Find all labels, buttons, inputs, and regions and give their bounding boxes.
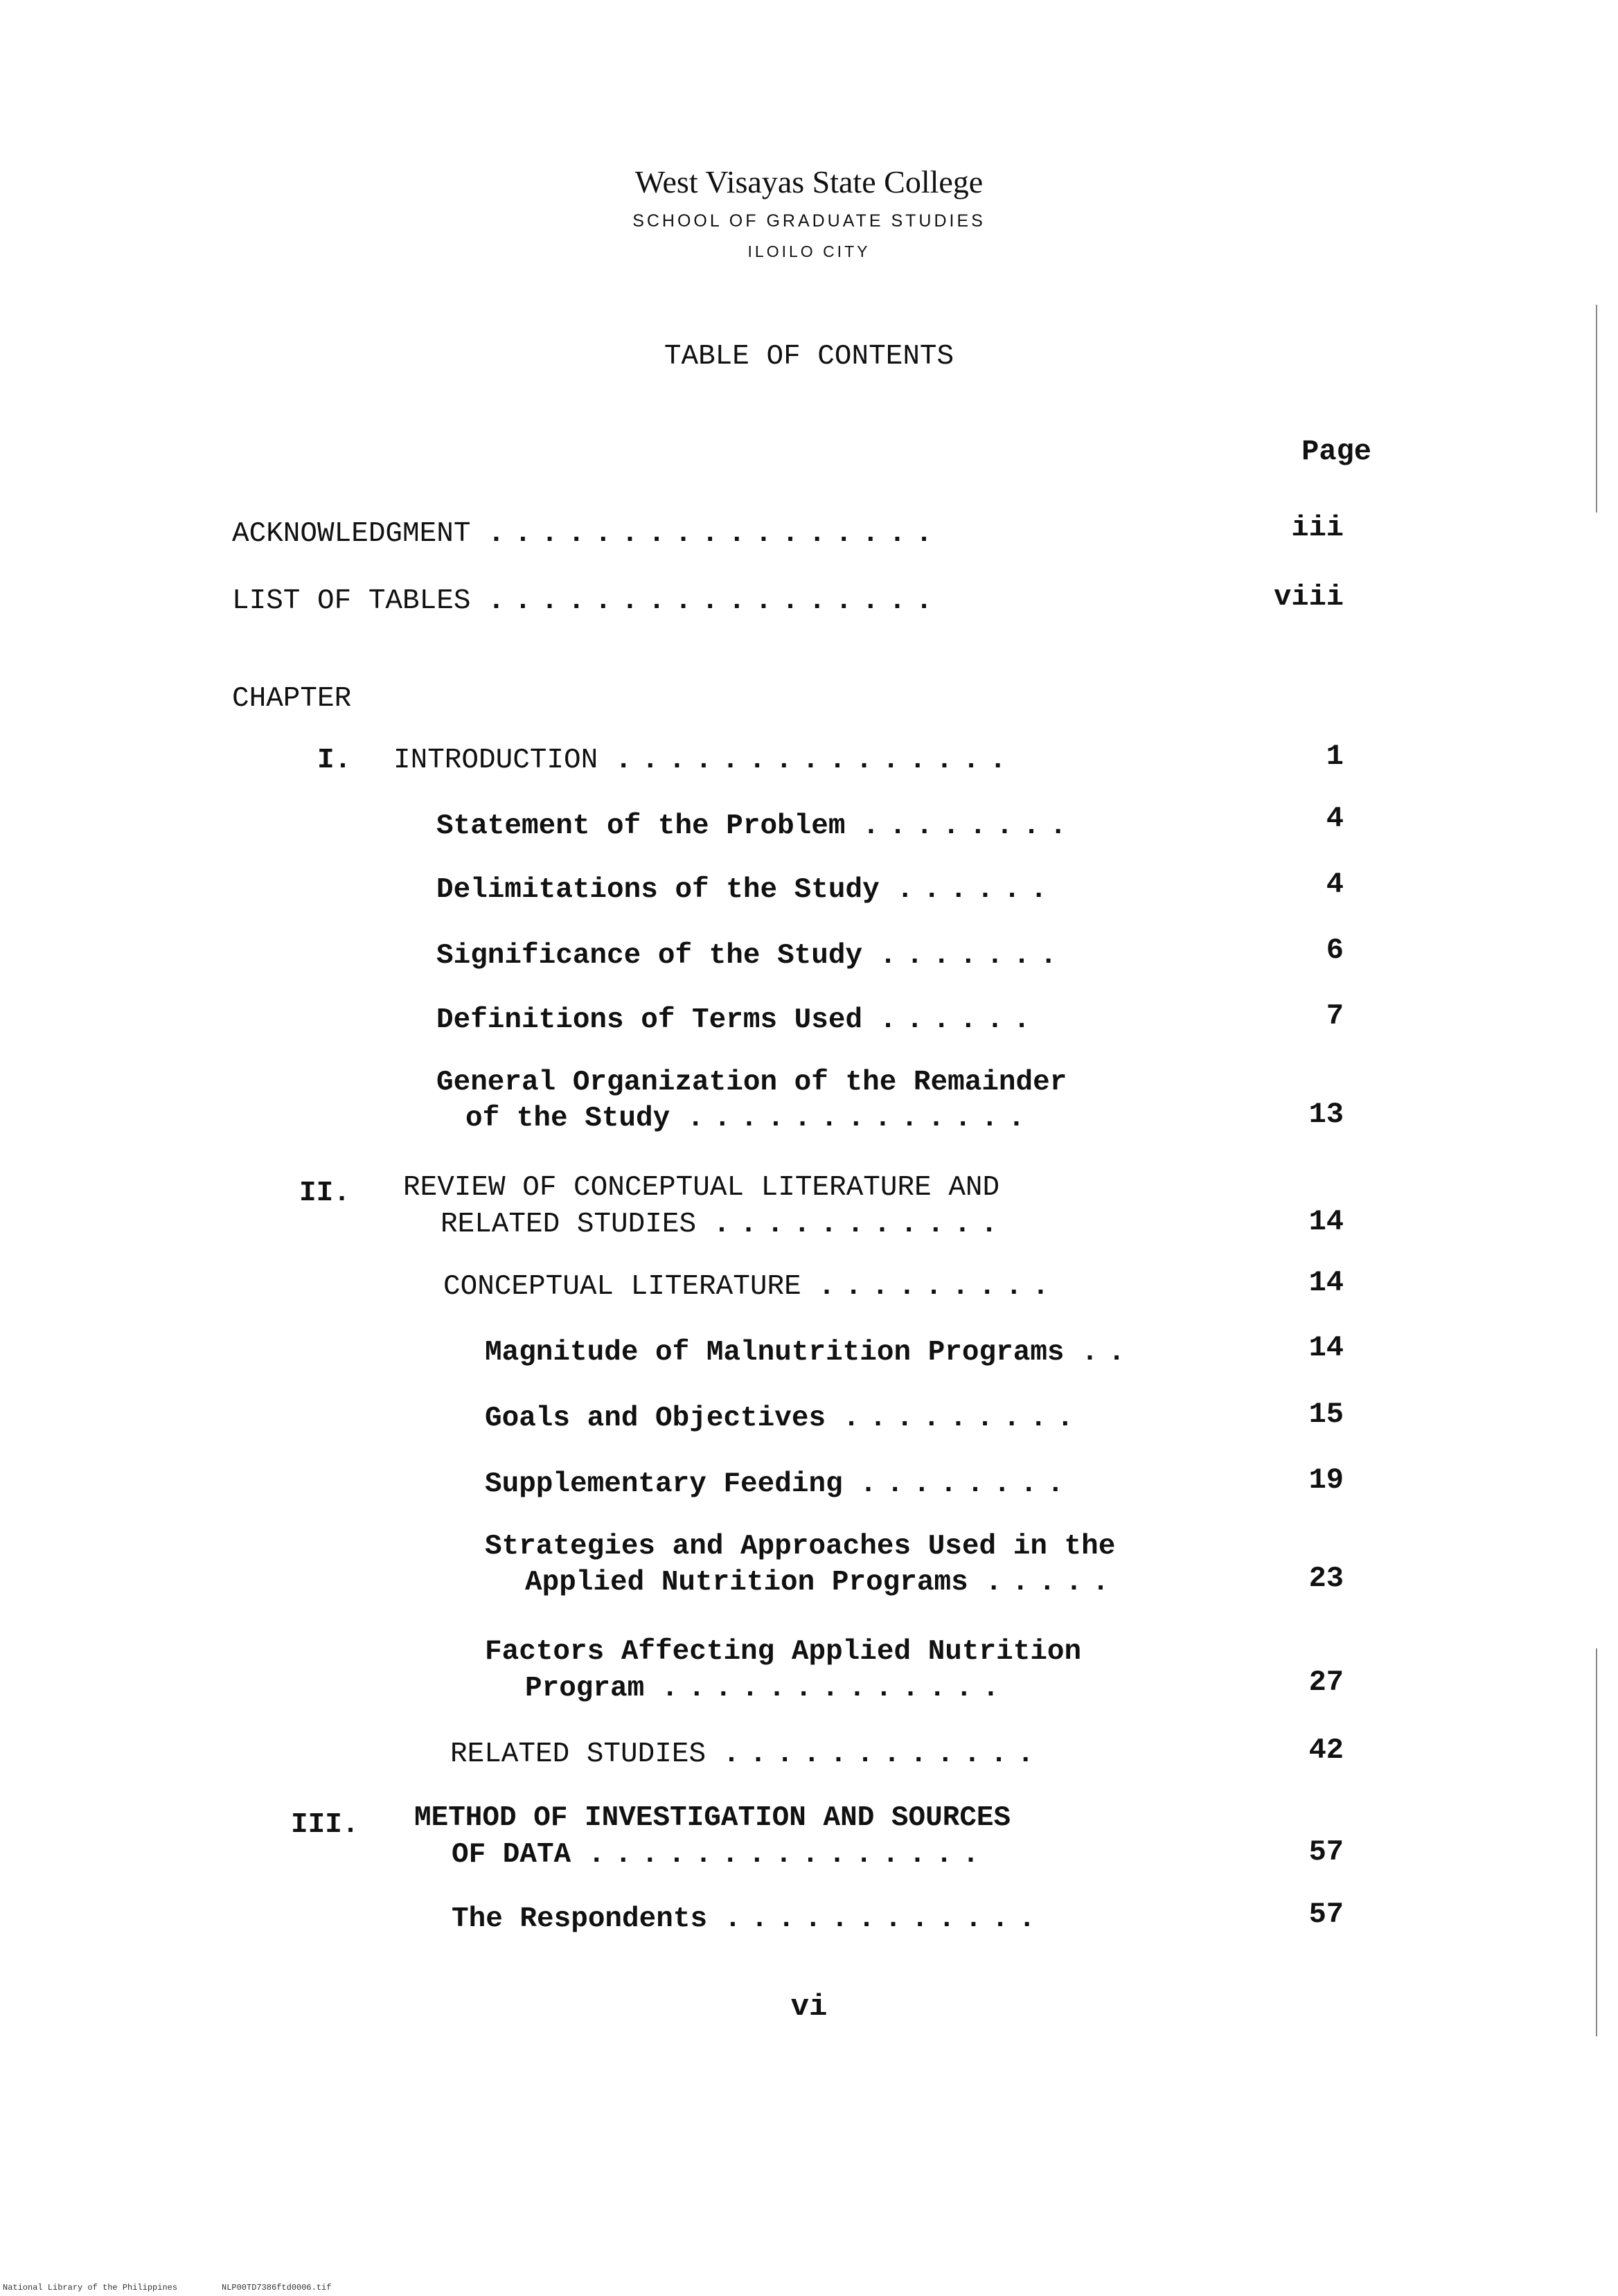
toc-page-number: 42 (1308, 1734, 1344, 1767)
toc-page-number: 7 (1326, 999, 1344, 1033)
toc-page-number: 19 (1308, 1463, 1344, 1497)
dot-leader: ................. (488, 585, 943, 617)
toc-entry (485, 1403, 1083, 1434)
toc-page-number: 1 (1326, 740, 1344, 773)
dot-leader: ..... (985, 1567, 1119, 1599)
toc-entry-title: OF DATA (452, 1839, 571, 1871)
toc-entry-title: Significance of the Study (436, 940, 863, 972)
toc-entry-title: RELATED STUDIES (441, 1209, 697, 1240)
chapter-title (452, 1839, 989, 1871)
toc-entry-list-of-tables (232, 585, 942, 617)
toc-page-number: 23 (1308, 1562, 1344, 1595)
toc-entry-title: The Respondents (452, 1903, 708, 1935)
footer-file: NLP00TD7386ftd0006.tif (222, 2283, 332, 2293)
city-name: ILOILO CITY (747, 242, 871, 260)
chapter-numeral: I. (317, 745, 352, 776)
page-column-label: Page (1301, 435, 1371, 468)
toc-entry-title: Magnitude of Malnutrition Programs (485, 1337, 1065, 1369)
section-heading (443, 1271, 1059, 1303)
toc-entry-title: Definitions of Terms Used (436, 1004, 863, 1036)
toc-page-number: 27 (1308, 1666, 1344, 1699)
toc-entry-line: General Organization of the Remainder (436, 1067, 1067, 1098)
dot-leader: ......... (818, 1271, 1059, 1303)
toc-page-number: 14 (1308, 1331, 1344, 1364)
chapter-heading: CHAPTER (232, 683, 352, 715)
chapter-title-line: REVIEW OF CONCEPTUAL LITERATURE AND (403, 1172, 1000, 1204)
chapter-title-line: METHOD OF INVESTIGATION AND SOURCES (414, 1802, 1011, 1834)
toc-entry-title: Statement of the Problem (436, 810, 846, 842)
school-name: SCHOOL OF GRADUATE STUDIES (632, 211, 986, 231)
dot-leader: ......... (842, 1403, 1084, 1434)
toc-page-number: 4 (1326, 868, 1344, 901)
toc-entry-title: Supplementary Feeding (485, 1468, 843, 1500)
section-heading (450, 1738, 1044, 1770)
toc-entry-title: LIST OF TABLES (232, 585, 471, 617)
toc-entry-title: Delimitations of the Study (436, 874, 880, 906)
toc-entry (485, 1468, 1074, 1500)
toc-page-number: 15 (1308, 1398, 1344, 1431)
toc-entry-acknowledgment (232, 518, 942, 550)
dot-leader: ............. (661, 1673, 1009, 1705)
scan-edge-mark (1596, 305, 1597, 513)
toc-entry (436, 874, 1057, 906)
page-title: TABLE OF CONTENTS (664, 341, 954, 373)
toc-entry-title: of the Study (465, 1103, 670, 1134)
dot-leader: ...... (896, 874, 1057, 906)
toc-entry (436, 1004, 1040, 1036)
dot-leader: ............... (614, 745, 1016, 776)
toc-entry-title: Applied Nutrition Programs (525, 1567, 968, 1599)
toc-page-number: 57 (1308, 1898, 1344, 1931)
college-name: West Visayas State College (634, 164, 984, 199)
toc-entry (525, 1567, 1119, 1599)
toc-page-number: 14 (1308, 1205, 1344, 1238)
page-number: vi (790, 1990, 828, 2024)
toc-entry (452, 1903, 1045, 1935)
dot-leader: ............. (686, 1103, 1035, 1134)
toc-entry-title: Program (525, 1673, 645, 1705)
dot-leader: ................. (488, 518, 943, 550)
scan-edge-mark (1596, 1648, 1597, 2036)
toc-entry-title: RELATED STUDIES (450, 1738, 706, 1770)
dot-leader: ........ (860, 1468, 1074, 1500)
toc-entry (525, 1673, 1009, 1705)
chapter-numeral: II. (299, 1177, 350, 1209)
dot-leader: ...... (879, 1004, 1040, 1036)
toc-entry (485, 1337, 1135, 1369)
toc-entry-line: Strategies and Approaches Used in the (485, 1531, 1116, 1563)
toc-page-number: viii (1274, 580, 1344, 614)
dot-leader: ........... (713, 1209, 1008, 1240)
toc-entry (436, 940, 1067, 972)
chapter-title (393, 745, 1016, 776)
dot-leader: .. (1081, 1337, 1135, 1369)
toc-page-number: 14 (1308, 1266, 1344, 1299)
dot-leader: ............ (722, 1738, 1044, 1770)
dot-leader: ............ (724, 1903, 1045, 1935)
toc-page-number: 6 (1326, 934, 1344, 967)
toc-entry-title: Goals and Objectives (485, 1403, 826, 1434)
chapter-title (441, 1209, 1007, 1240)
toc-entry (465, 1103, 1035, 1134)
toc-entry-line: Factors Affecting Applied Nutrition (485, 1636, 1082, 1668)
toc-page-number: 13 (1308, 1098, 1344, 1131)
toc-entry-title: ACKNOWLEDGMENT (232, 518, 471, 550)
toc-page-number: 4 (1326, 802, 1344, 835)
toc-page-number: 57 (1308, 1835, 1344, 1869)
toc-page-number: iii (1291, 511, 1344, 544)
dot-leader: ....... (879, 940, 1067, 972)
footer-library: National Library of the Philippines (3, 2283, 178, 2293)
dot-leader: ........ (862, 810, 1076, 842)
toc-entry-title: CONCEPTUAL LITERATURE (443, 1271, 801, 1303)
dot-leader: ............... (587, 1839, 989, 1871)
toc-entry (436, 810, 1076, 842)
chapter-numeral: III. (291, 1809, 359, 1841)
toc-entry-title: INTRODUCTION (393, 745, 598, 776)
